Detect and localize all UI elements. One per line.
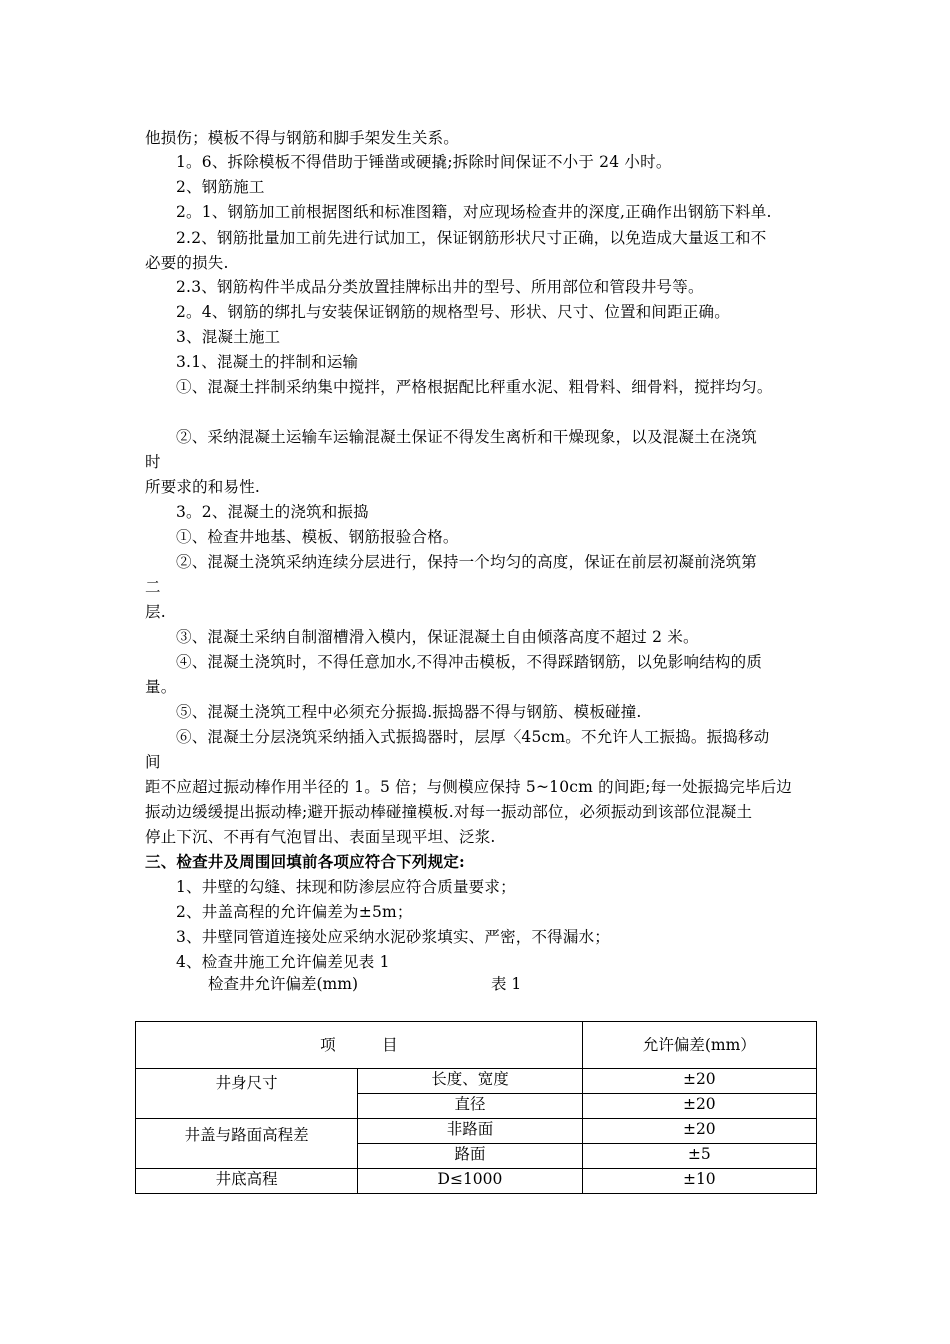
cell-val: ±20: [582, 1069, 816, 1094]
text-line: 时: [145, 453, 161, 471]
text-line: 2.3、钢筋构件半成品分类放置挂牌标出井的型号、所用部位和管段井号等。: [176, 278, 704, 296]
text-line: 2、井盖高程的允许偏差为±5m；: [176, 903, 413, 921]
table-row: [136, 1169, 817, 1194]
header-item: 项 目: [136, 1022, 583, 1069]
group-cover-elevation: 井盖与路面高程差: [136, 1119, 358, 1169]
text-line: 2。4、钢筋的绑扎与安装保证钢筋的规格型号、形状、尺寸、位置和间距正确。: [176, 303, 730, 321]
cell-sub: D≤1000: [358, 1169, 582, 1194]
text-line: 停止下沉、不再有气泡冒出、表面呈现平坦、泛浆.: [145, 828, 496, 846]
text-line: 三、检查井及周围回填前各项应符合下列规定:: [145, 852, 465, 871]
text-line: 距不应超过振动棒作用半径的 1。5 倍；与侧模应保持 5~10cm 的间距;每一处振捣完毕后边: [145, 778, 793, 796]
text-line: ①、检查井地基、模板、钢筋报验合格。: [176, 528, 459, 546]
text-line: 所要求的和易性.: [145, 478, 261, 496]
table-caption-number: 表 1: [491, 975, 522, 993]
table-row: [136, 1119, 817, 1144]
text-line: 2、钢筋施工: [176, 178, 265, 196]
table-row: [136, 1069, 817, 1094]
group-bottom-elevation: 井底高程: [136, 1169, 358, 1194]
cell-sub: 长度、宽度: [358, 1069, 582, 1094]
text-line: ②、混凝土浇筑采纳连续分层进行，保持一个均匀的高度，保证在前层初凝前浇筑第: [176, 553, 757, 571]
text-line: ②、采纳混凝土运输车运输混凝土保证不得发生离析和干燥现象，以及混凝土在浇筑: [176, 428, 757, 446]
text-line: ④、混凝土浇筑时，不得任意加水,不得冲击模板，不得踩踏钢筋，以免影响结构的质: [176, 653, 763, 671]
cell-val: ±10: [582, 1169, 816, 1194]
header-tolerance: 允许偏差(mm）: [582, 1022, 816, 1069]
text-line: 3。2、混凝土的浇筑和振捣: [176, 503, 369, 521]
text-line: ③、混凝土采纳自制溜槽滑入模内，保证混凝土自由倾落高度不超过 2 米。: [176, 628, 699, 646]
text-line: ①、混凝土拌制采纳集中搅拌，严格根据配比秤重水泥、粗骨料、细骨料，搅拌均匀。: [176, 378, 773, 396]
text-line: 层.: [145, 603, 166, 621]
group-well-body: 井身尺寸: [136, 1069, 358, 1119]
cell-sub: 路面: [358, 1144, 582, 1169]
text-line: 3、井壁同管道连接处应采纳水泥砂浆填实、严密，不得漏水；: [176, 928, 610, 946]
text-line: 1。6、拆除模板不得借助于锤凿或硬撬;拆除时间保证不小于 24 小时。: [176, 153, 672, 171]
text-line: 间: [145, 753, 161, 771]
text-line: ⑥、混凝土分层浇筑采纳插入式振捣器时，层厚〈45cm。不允许人工振捣。振捣移动: [176, 728, 770, 746]
text-line: 3.1、混凝土的拌制和运输: [176, 353, 359, 371]
text-line: 1、井壁的勾缝、抹现和防渗层应符合质量要求；: [176, 878, 516, 896]
text-line: 3、混凝土施工: [176, 328, 281, 346]
text-line: 2.2、钢筋批量加工前先进行试加工，保证钢筋形状尺寸正确，以免造成大量返工和不: [176, 229, 767, 247]
text-line: 4、检查井施工允许偏差见表 1: [176, 953, 390, 971]
text-line: 量。: [145, 678, 177, 696]
cell-val: ±5: [582, 1144, 816, 1169]
tolerance-table: [135, 1021, 817, 1194]
cell-sub: 直径: [358, 1094, 582, 1119]
cell-sub: 非路面: [358, 1119, 582, 1144]
table-caption-title: 检查井允许偏差(mm): [208, 975, 358, 993]
text-line: ⑤、混凝土浇筑工程中必须充分振捣.振捣器不得与钢筋、模板碰撞.: [176, 703, 642, 721]
table-header-row: [136, 1022, 817, 1069]
text-line: 他损伤；模板不得与钢筋和脚手架发生关系。: [145, 129, 460, 147]
text-line: 振动边缓缓提出振动棒;避开振动棒碰撞模板.对每一振动部位，必须振动到该部位混凝土: [145, 803, 753, 821]
cell-val: ±20: [582, 1119, 816, 1144]
text-line: 二: [145, 578, 161, 596]
text-line: 必要的损失.: [145, 254, 229, 272]
text-line: 2。1、钢筋加工前根据图纸和标准图籍，对应现场检查井的深度,正确作出钢筋下料单.: [176, 203, 772, 221]
cell-val: ±20: [582, 1094, 816, 1119]
